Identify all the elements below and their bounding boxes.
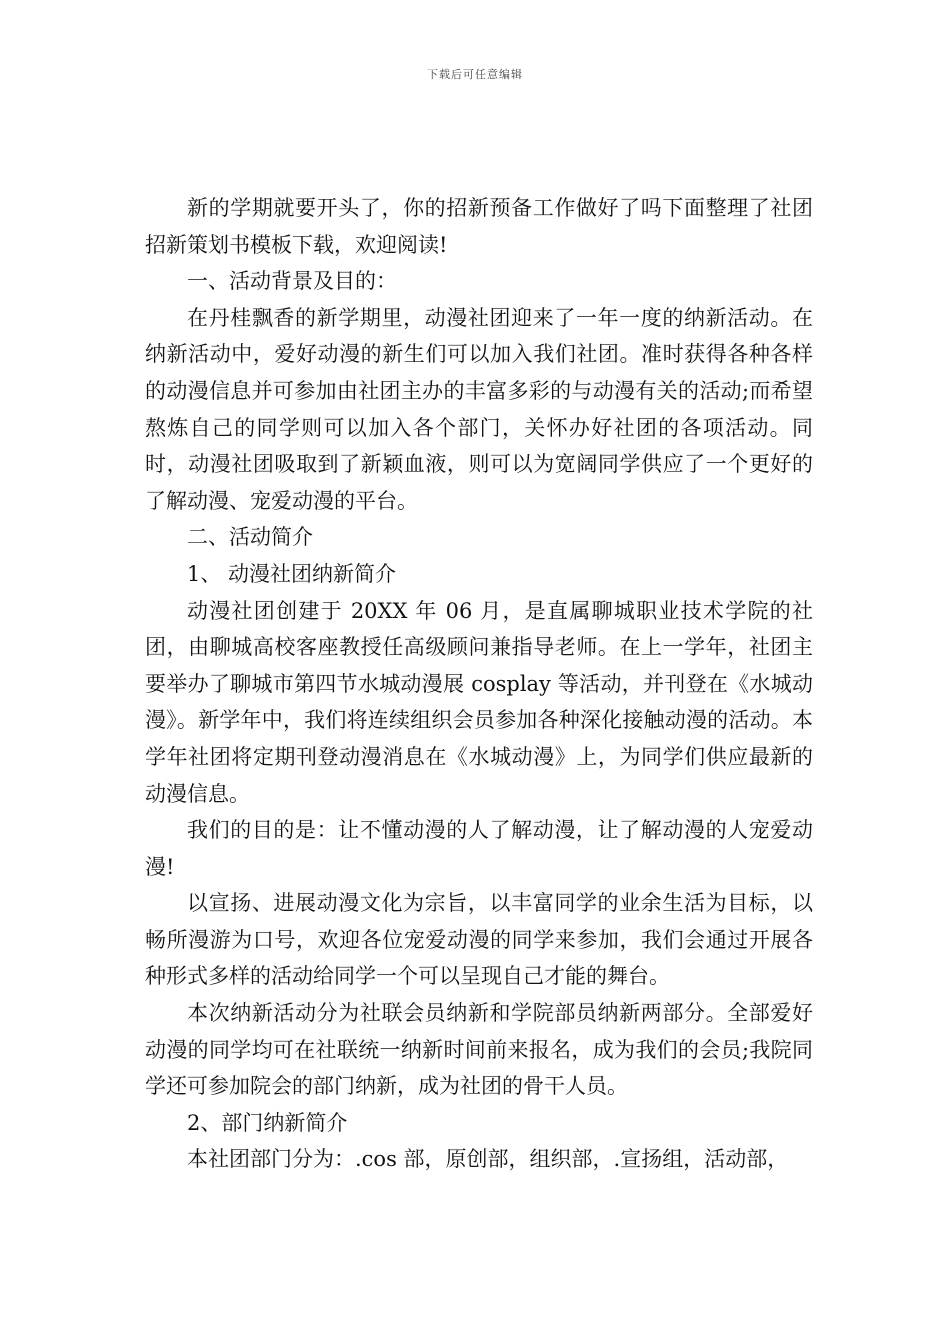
section-heading-intro: 二、活动简介	[187, 525, 313, 550]
page-header: 下载后可任意编辑	[427, 68, 523, 81]
club-mission-paragraph: 以宣扬、进展动漫文化为宗旨，以丰富同学的业余生活为目标，以畅所漫游为口号，欢迎各位宠爱动漫的同学来参加，我们会通过开展各种形式多样的活动给同学一个可以呈现自己才能的舞台。	[145, 891, 813, 989]
subheading-department-intro: 2、部门纳新简介	[187, 1110, 348, 1135]
departments-paragraph: 本社团部门分为：.cos 部，原创部，组织部，.宣扬组，活动部，	[187, 1147, 789, 1172]
club-goal-paragraph: 我们的目的是：让不懂动漫的人了解动漫，让了解动漫的人宠爱动漫!	[145, 818, 813, 879]
section-heading-background: 一、活动背景及目的：	[187, 269, 397, 294]
subheading-club-intro: 1、 动漫社团纳新简介	[187, 561, 397, 586]
intro-paragraph: 新的学期就要开头了，你的招新预备工作做好了吗下面整理了社团招新策划书模板下载，欢迎阅读!	[145, 196, 813, 257]
recruitment-parts-paragraph: 本次纳新活动分为社联会员纳新和学院部员纳新两部分。全部爱好动漫的同学均可在社联统一纳新时间前来报名，成为我们的会员;我院同学还可参加院会的部门纳新，成为社团的骨干人员。	[145, 1001, 813, 1099]
document-body	[145, 190, 813, 1178]
background-paragraph: 在丹桂飘香的新学期里，动漫社团迎来了一年一度的纳新活动。在纳新活动中，爱好动漫的新生们可以加入我们社团。准时获得各种各样的动漫信息并可参加由社团主办的丰富多彩的与动漫有关的活动;而希望熬炼自己的同学则可以加入各个部门，关怀办好社团的各项活动。同时，动漫社团吸取到了新颖血液，则可以为宽阔同学供应了一个更好的了解动漫、宠爱动漫的平台。	[145, 305, 813, 513]
club-history-paragraph: 动漫社团创建于 20XX 年 06 月，是直属聊城职业技术学院的社团，由聊城高校客座教授任高级顾问兼指导老师。在上一学年，社团主要举办了聊城市第四节水城动漫展 cosplay 等活动，并刊登在《水城动漫》。新学年中，我们将连续组织会员参加各种深化接触动漫的活动。本学年社团将定期刊登动漫消息在《水城动漫》上，为同学们供应最新的动漫信息。	[145, 598, 813, 806]
